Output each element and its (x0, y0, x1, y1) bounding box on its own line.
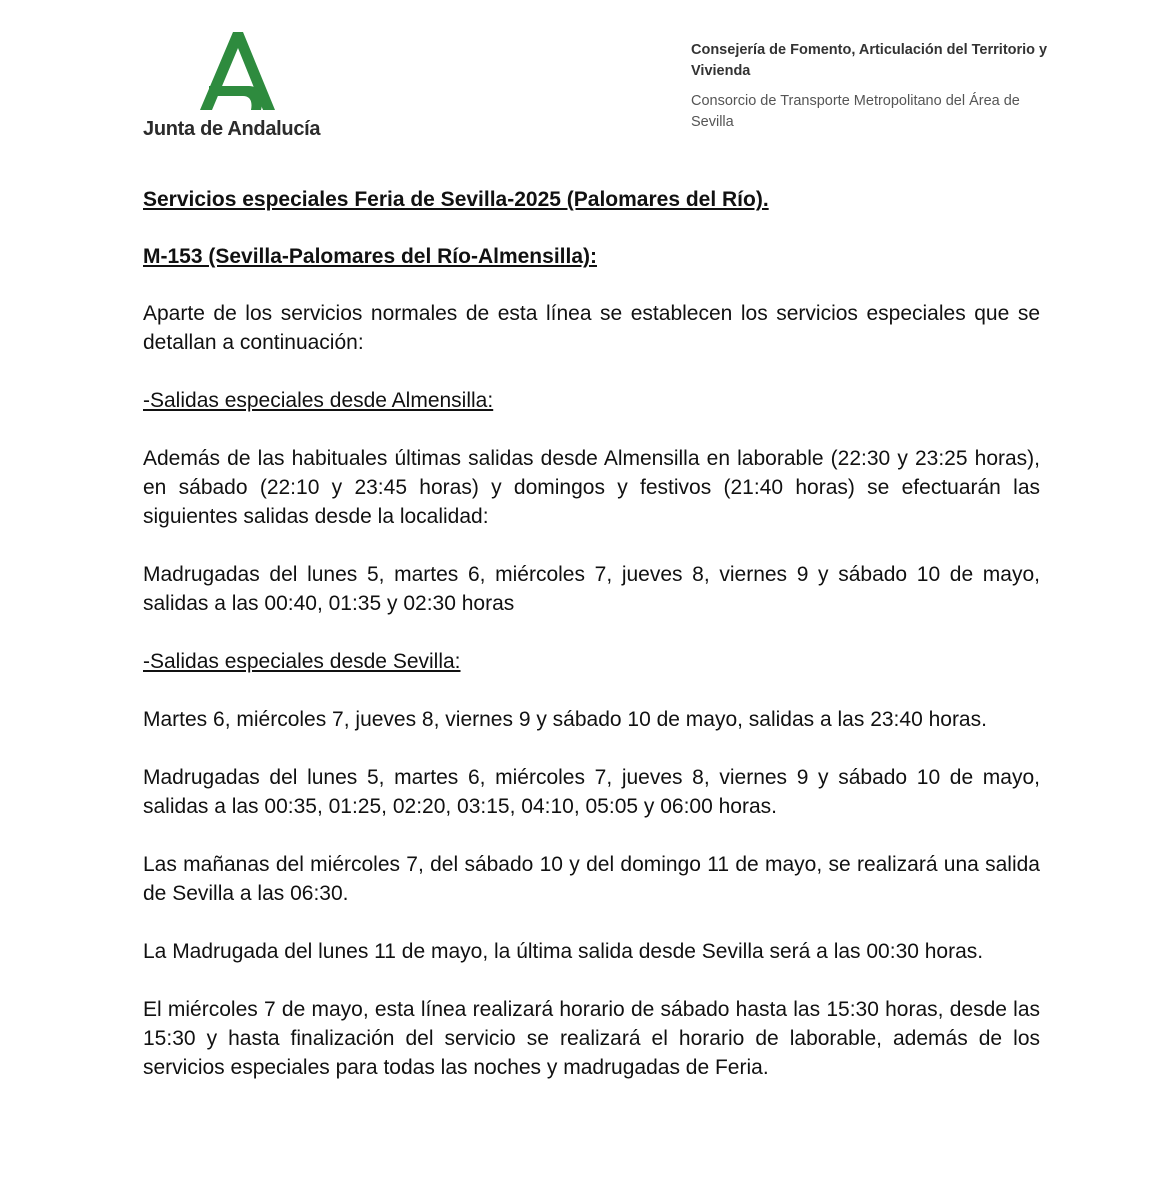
paragraph-sevilla-4: La Madrugada del lunes 11 de mayo, la última salida desde Sevilla será a las 00:30 horas. (143, 940, 984, 963)
document-title: Servicios especiales Feria de Sevilla-2025 (Palomares del Río). (143, 188, 769, 211)
paragraph-sevilla-1: Martes 6, miércoles 7, jueves 8, viernes 9 y sábado 10 de mayo, salidas a las 23:40 horas. (143, 708, 987, 731)
header-institution (691, 40, 1051, 133)
section-heading-sevilla: -Salidas especiales desde Sevilla: (143, 650, 461, 673)
paragraph-almensilla-1: Además de las habituales últimas salidas desde Almensilla en laborable (22:30 y 23:25 horas), en sábado (22:10 y 23:45 horas) y domingos y festivos (21:40 horas) se efectuarán las siguientes salidas desde la localidad: (143, 447, 1040, 528)
junta-logo-icon (193, 30, 283, 114)
consortium-name: Consorcio de Transporte Metropolitano del Área de Sevilla (691, 93, 1020, 130)
paragraph-sevilla-3: Las mañanas del miércoles 7, del sábado 10 y del domingo 11 de mayo, se realizará una salida de Sevilla a las 06:30. (143, 853, 1040, 905)
intro-paragraph: Aparte de los servicios normales de esta línea se establecen los servicios especiales que se detallan a continuación: (143, 302, 1040, 354)
logo-text: Junta de Andalucía (143, 118, 321, 140)
junta-de-andalucia-logo (143, 30, 343, 145)
line-heading: M-153 (Sevilla-Palomares del Río-Almensilla): (143, 245, 597, 268)
section-heading-almensilla: -Salidas especiales desde Almensilla: (143, 389, 494, 412)
department-name: Consejería de Fomento, Articulación del Territorio y Vivienda (691, 42, 1048, 79)
paragraph-almensilla-2: Madrugadas del lunes 5, martes 6, miércoles 7, jueves 8, viernes 9 y sábado 10 de mayo, salidas a las 00:40, 01:35 y 02:30 horas (143, 563, 1040, 615)
document-body (143, 185, 1040, 1082)
paragraph-sevilla-5: El miércoles 7 de mayo, esta línea realizará horario de sábado hasta las 15:30 horas, desde las 15:30 y hasta finalización del servicio se realizará el horario de laborable, además de los servicios especiales para todas las noches y madrugadas de Feria. (143, 998, 1040, 1079)
paragraph-sevilla-2: Madrugadas del lunes 5, martes 6, miércoles 7, jueves 8, viernes 9 y sábado 10 de mayo, salidas a las 00:35, 01:25, 02:20, 03:15, 04:10, 05:05 y 06:00 horas. (143, 766, 1040, 818)
